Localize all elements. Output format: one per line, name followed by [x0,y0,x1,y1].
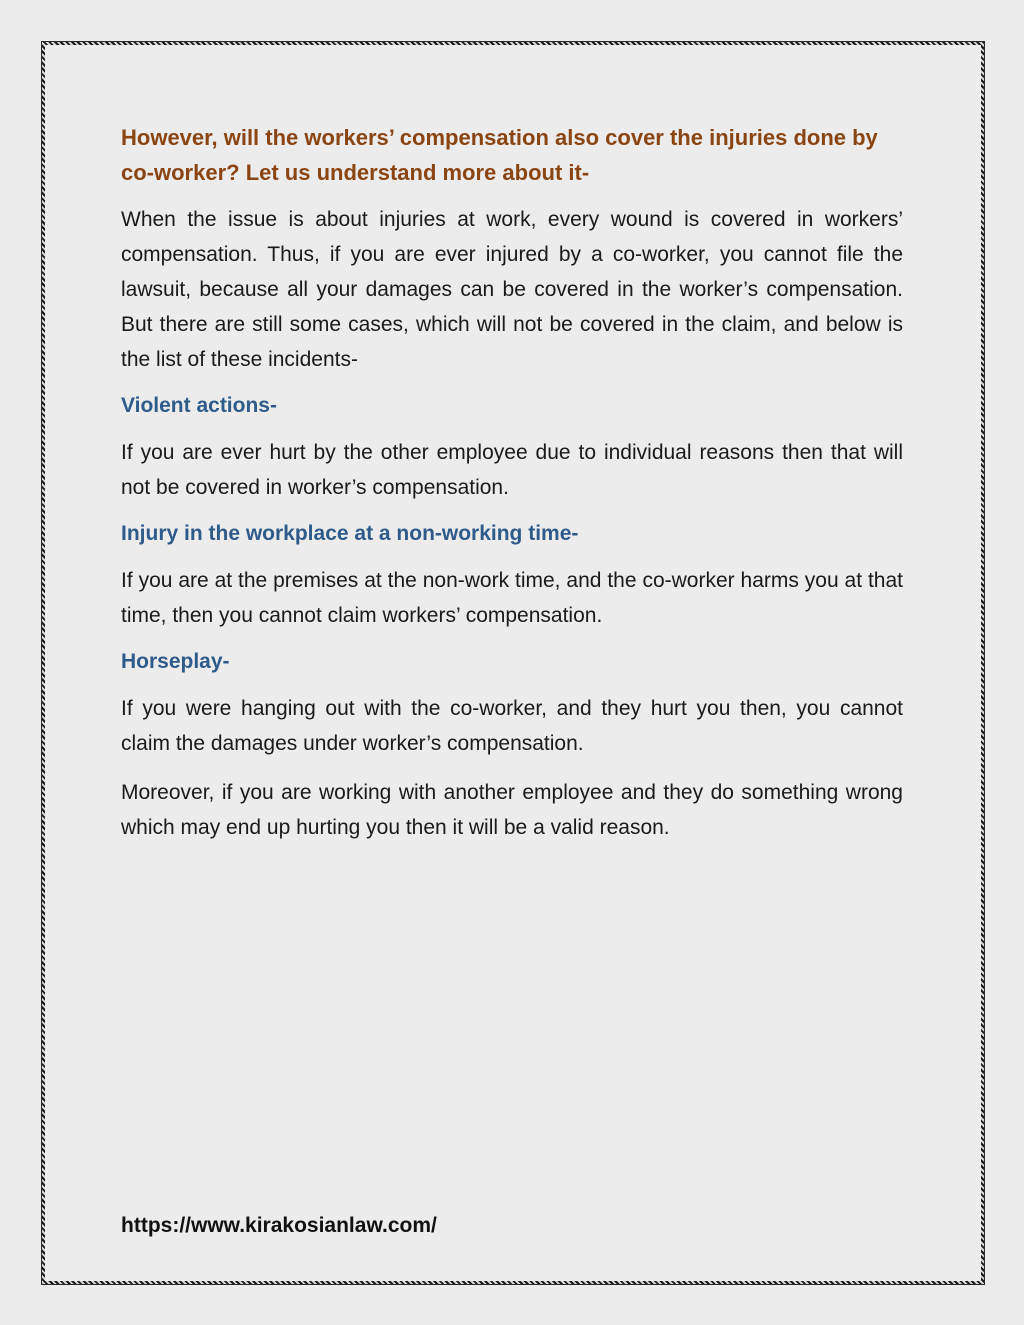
section-title-violent-actions: Violent actions- [121,394,277,417]
page-heading: However, will the workers’ compensation also cover the injuries done by co-worker? Let us understand more about it- [121,125,878,185]
section-body-violent-actions: If you are ever hurt by the other employee due to individual reasons then that will not be covered in worker’s compensation. [121,441,903,499]
closing-paragraph: Moreover, if you are working with another employee and they do something wrong which may end up hurting you then it will be a valid reason. [121,781,903,839]
document-content [121,120,903,859]
section-body-non-working-time: If you are at the premises at the non-work time, and the co-worker harms you at that time, then you cannot claim workers’ compensation. [121,569,903,627]
intro-paragraph: When the issue is about injuries at work, every wound is covered in workers’ compensation. Thus, if you are ever injured by a co-worker, you cannot file the lawsuit, because all your damages can be covered in the worker’s compensation. But there are still some cases, which will not be covered in the claim, and below is the list of these incidents- [121,208,903,371]
footer-website-link[interactable]: https://www.kirakosianlaw.com/ [121,1214,437,1237]
section-body-horseplay: If you were hanging out with the co-worker, and they hurt you then, you cannot claim the damages under worker’s compensation. [121,697,903,755]
section-title-horseplay: Horseplay- [121,650,230,673]
section-title-non-working-time: Injury in the workplace at a non-working time- [121,522,579,545]
